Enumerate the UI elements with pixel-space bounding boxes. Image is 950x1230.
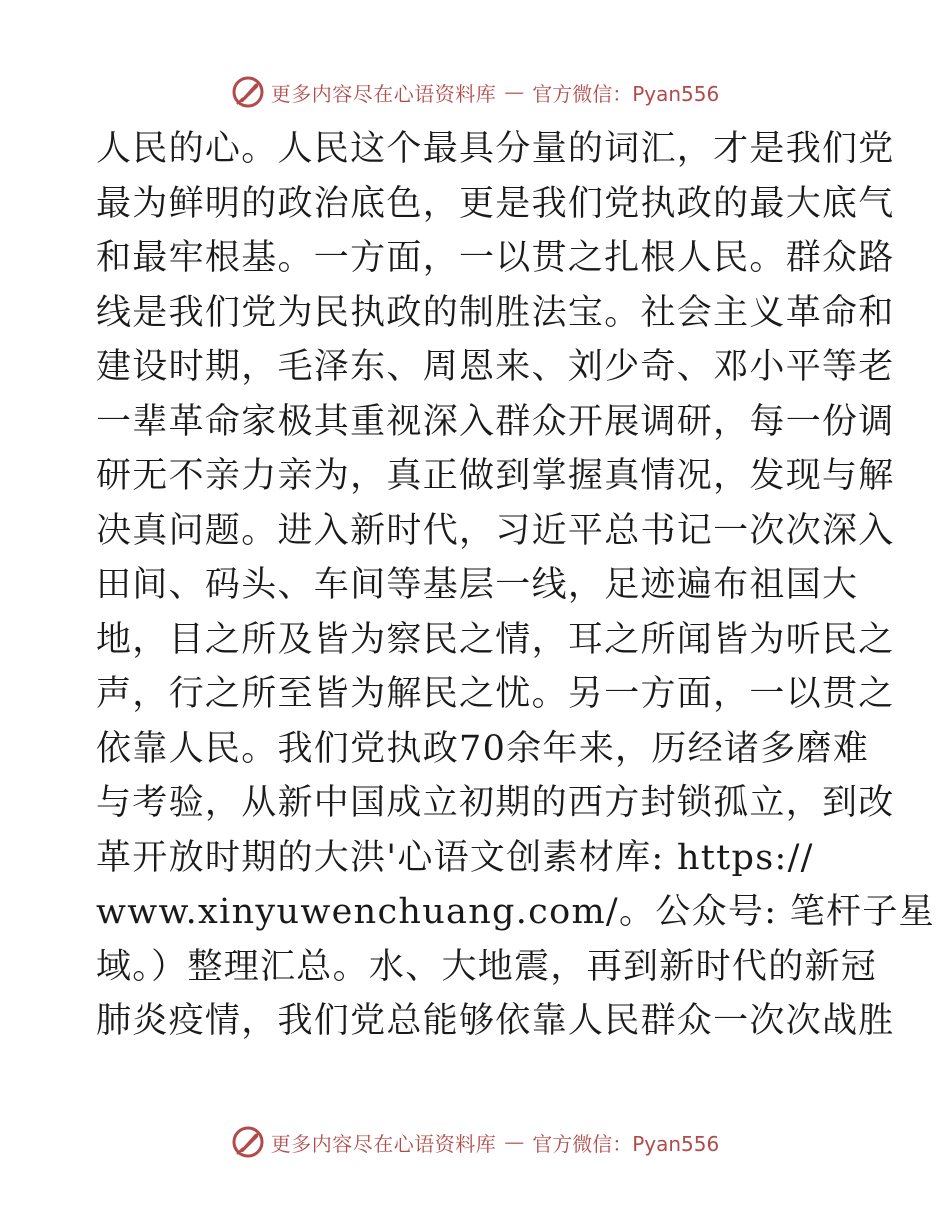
body-line: 最为鲜明的政治底色，更是我们党执政的最大底气: [96, 183, 895, 224]
body-line: 田间、码头、车间等基层一线，足迹遍布祖国大: [96, 565, 859, 605]
body-line: 地，目之所及皆为察民之情，耳之所闻皆为听民之: [96, 619, 895, 660]
body-line: 和最牢根基。一方面，一以贯之扎根人民。群众路: [96, 238, 895, 278]
body-line: 一辈革命家极其重视深入群众开展调研，每一份调: [96, 401, 895, 442]
body-line: 依靠人民。我们党执政70余年来，历经诸多磨难: [96, 728, 870, 769]
footer-slogan: 更多内容尽在心语资料库: [270, 1131, 497, 1156]
body-line: 研无不亲力亲为，真正做到掌握真情况，发现与解: [96, 456, 895, 496]
body-line: 域。）整理汇总。水、大地震，再到新时代的新冠: [96, 946, 878, 987]
body-line: 声，行之所至皆为解民之忧。另一方面，一以贯之: [96, 674, 895, 714]
body-line: 人民的心。人民这个最具分量的词汇，才是我们党: [96, 129, 895, 169]
footer-contact: 官方微信：Pyan556: [532, 1131, 720, 1156]
body-line: 决真问题。进入新时代，习近平总书记一次次深入: [96, 510, 895, 551]
header-slogan: 更多内容尽在心语资料库: [270, 81, 497, 106]
feather-quill-logo-icon: [231, 75, 265, 109]
header-contact: 官方微信：Pyan556: [532, 81, 720, 106]
body-line: www.xinyuwenchuang.com/。公众号: 笔杆子星: [96, 892, 935, 932]
footer-separator: —: [504, 1130, 525, 1154]
body-line: 线是我们党为民执政的制胜法宝。社会主义革命和: [96, 292, 895, 333]
header-separator: —: [504, 80, 525, 104]
body-line: 与考验，从新中国成立初期的西方封锁孤立，到改: [96, 783, 895, 823]
footer-banner: [0, 1122, 950, 1162]
body-line: 肺炎疫情，我们党总能够依靠人民群众一次次战胜: [96, 1001, 895, 1041]
body-line: 革开放时期的大洪'心语文创素材库: https://: [96, 837, 814, 878]
body-line: 建设时期，毛泽东、周恩来、刘少奇、邓小平等老: [96, 347, 895, 387]
document-body: [96, 122, 935, 1049]
header-banner: [0, 72, 950, 112]
feather-quill-logo-icon: [231, 1125, 265, 1159]
